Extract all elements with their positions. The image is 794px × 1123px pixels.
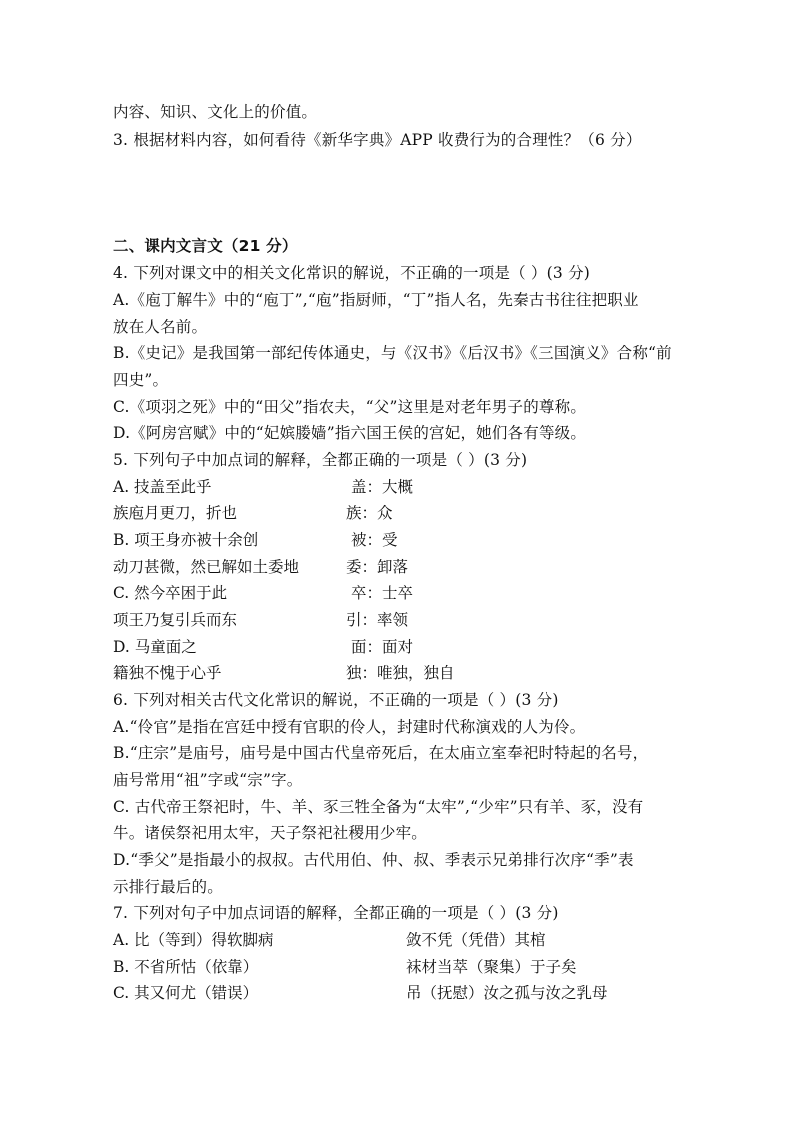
question-6-option-d-line1: D.“季父”是指最小的叔叔。古代用伯、仲、叔、季表示兄弟排行次序“季”表 xyxy=(113,851,634,869)
q5-sentence: C. 然今卒困于此 xyxy=(113,584,228,602)
q7-option-right: 袜材当萃（聚集）于子矣 xyxy=(406,958,577,976)
question-3: 3. 根据材料内容，如何看待《新华字典》APP 收费行为的合理性？（6 分） xyxy=(113,131,642,149)
question-6-option-d-line2: 示排行最后的。 xyxy=(113,878,223,896)
question-6-stem: 6. 下列对相关古代文化常识的解说，不正确的一项是（ ）(3 分) xyxy=(113,691,559,709)
q7-option-left: C. 其又何尤（错误） xyxy=(113,984,259,1002)
q7-option-right: 敛不凭（凭借）其棺 xyxy=(406,931,546,949)
q5-explanation: 卒：士卒 xyxy=(351,584,414,602)
question-4-option-a-line1: A.《庖丁解牛》中的“庖丁”,“庖”指厨师，“丁”指人名，先秦古书往往把职业 xyxy=(113,291,639,309)
question-4-option-b-line1: B.《史记》是我国第一部纪传体通史，与《汉书》《后汉书》《三国演义》合称“前 xyxy=(113,344,672,362)
q5-sentence: D. 马童面之 xyxy=(113,638,197,656)
question-7-stem: 7. 下列对句子中加点词语的解释，全都正确的一项是（ ）(3 分) xyxy=(113,904,559,922)
q5-explanation: 独：唯独，独自 xyxy=(346,664,455,682)
q7-option-left: B. 不省所怙（依靠） xyxy=(113,958,259,976)
question-4-option-b-line2: 四史”。 xyxy=(113,371,169,389)
section-2-heading: 二、课内文言文（21 分） xyxy=(113,237,298,255)
q5-explanation: 引：率领 xyxy=(346,611,409,629)
q5-sentence: 动刀甚微，然已解如土委地 xyxy=(113,558,300,576)
question-6-option-b-line2: 庙号常用“祖”字或“宗”字。 xyxy=(113,771,303,789)
q5-explanation: 被：受 xyxy=(351,531,398,549)
question-4-stem: 4. 下列对课文中的相关文化常识的解说，不正确的一项是（ ）(3 分) xyxy=(113,264,591,282)
question-4-option-d: D.《阿房宫赋》中的“妃嫔媵嫱”指六国王侯的宫妃，她们各有等级。 xyxy=(113,424,587,442)
question-5-stem: 5. 下列句子中加点词的解释，全都正确的一项是（ ）(3 分) xyxy=(113,451,528,469)
q7-option-right: 吊（抚慰）汝之孤与汝之乳母 xyxy=(406,984,608,1002)
q5-sentence: 族庖月更刀，折也 xyxy=(113,504,238,522)
question-6-option-b-line1: B.“庄宗”是庙号，庙号是中国古代皇帝死后，在太庙立室奉祀时特起的名号， xyxy=(113,744,649,762)
q5-sentence: A. 技盖至此乎 xyxy=(113,478,212,496)
q5-sentence: 项王乃复引兵而东 xyxy=(113,611,238,629)
q5-explanation: 委：卸落 xyxy=(346,558,409,576)
q5-explanation: 族：众 xyxy=(346,504,393,522)
q5-sentence: B. 项王身亦被十余创 xyxy=(113,531,259,549)
question-4-option-c: C.《项羽之死》中的“田父”指农夫，“父”这里是对老年男子的尊称。 xyxy=(113,398,587,416)
question-6-option-c-line1: C. 古代帝王祭祀时，牛、羊、豕三牲全备为“太牢”,“少牢”只有羊、豕，没有 xyxy=(113,798,644,816)
q5-explanation: 面：面对 xyxy=(351,638,414,656)
q5-sentence: 籍独不愧于心乎 xyxy=(113,664,222,682)
q5-explanation: 盖：大概 xyxy=(351,478,414,496)
question-4-option-a-line2: 放在人名前。 xyxy=(113,318,208,336)
q7-option-left: A. 比（等到）得软脚病 xyxy=(113,931,274,949)
intro-tail-text: 内容、知识、文化上的价值。 xyxy=(113,103,318,121)
question-6-option-a: A.“伶官”是指在宫廷中授有官职的伶人，封建时代称演戏的人为伶。 xyxy=(113,718,586,736)
question-6-option-c-line2: 牛。诸侯祭祀用太牢，天子祭祀社稷用少牢。 xyxy=(113,824,428,842)
